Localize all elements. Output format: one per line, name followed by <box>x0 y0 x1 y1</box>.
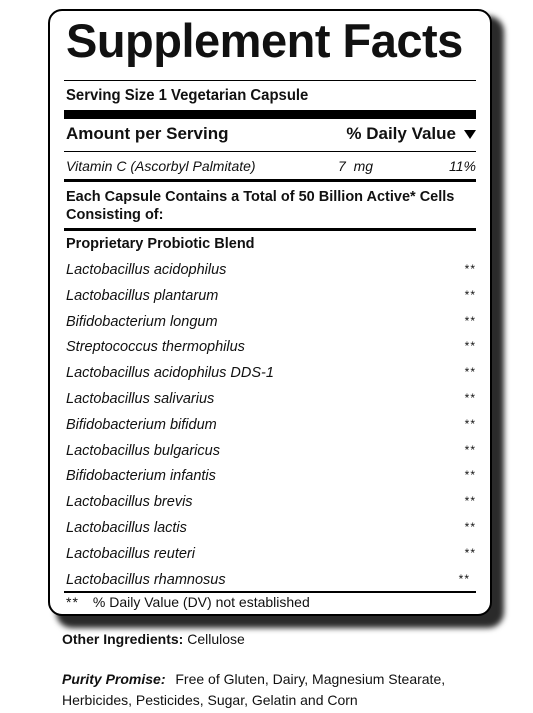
strain-name: Lactobacillus lactis <box>66 519 187 536</box>
panel-title: Supplement Facts <box>66 14 463 67</box>
list-item <box>66 311 476 337</box>
strain-name: Lactobacillus rhamnosus <box>66 571 226 588</box>
list-item <box>66 388 476 414</box>
blend-title: Proprietary Probiotic Blend <box>66 236 255 252</box>
strain-name: Lactobacillus plantarum <box>66 287 219 304</box>
footnote-text: % Daily Value (DV) not established <box>92 594 310 610</box>
list-item <box>66 440 476 466</box>
strain-dv: ** <box>464 313 476 328</box>
list-item <box>66 414 476 440</box>
supplement-facts-panel <box>48 9 492 616</box>
strain-dv: ** <box>464 287 476 302</box>
purity-promise-label: Purity Promise: <box>62 671 166 687</box>
other-ingredients <box>62 631 245 647</box>
vitamin-amount: 7 mg <box>338 158 374 174</box>
strain-name: Bifidobacterium bifidum <box>66 416 217 433</box>
amount-per-serving-header: Amount per Serving <box>66 124 229 143</box>
divider <box>64 151 476 152</box>
footnote-mark: ** <box>66 594 79 610</box>
strain-dv: ** <box>464 545 476 560</box>
vitamin-daily-value: 11% <box>449 158 476 174</box>
strain-list <box>66 259 476 594</box>
strain-name: Streptococcus thermophilus <box>66 339 245 356</box>
strain-name: Lactobacillus bulgaricus <box>66 442 220 459</box>
purity-promise <box>62 669 482 711</box>
strain-dv: ** <box>464 416 476 431</box>
thick-divider <box>64 110 476 119</box>
daily-value-header: % Daily Value <box>346 124 456 143</box>
strain-dv: ** <box>464 468 476 483</box>
strain-dv: ** <box>464 519 476 534</box>
list-item <box>66 259 476 285</box>
divider <box>64 228 476 231</box>
triangle-down-icon <box>464 130 476 139</box>
list-item <box>66 285 476 311</box>
contains-statement: Each Capsule Contains a Total of 50 Billion Active* Cells Consisting of: <box>66 189 455 223</box>
strain-dv: ** <box>464 339 476 354</box>
strain-name: Lactobacillus acidophilus <box>66 262 227 278</box>
strain-name: Lactobacillus acidophilus DDS-1 <box>66 365 274 382</box>
other-ingredients-label: Other Ingredients: <box>62 631 184 647</box>
list-item <box>66 491 476 517</box>
strain-name: Bifidobacterium longum <box>66 313 218 330</box>
divider <box>64 80 476 81</box>
vitamin-name: Vitamin C (Ascorbyl Palmitate) <box>66 158 256 174</box>
strain-dv: ** <box>464 365 476 380</box>
serving-size: Serving Size 1 Vegetarian Capsule <box>66 87 309 104</box>
list-item <box>66 465 476 491</box>
divider <box>64 591 476 593</box>
strain-name: Lactobacillus salivarius <box>66 390 215 407</box>
list-item <box>66 362 476 388</box>
strain-dv: ** <box>464 442 476 457</box>
other-ingredients-value: Cellulose <box>187 631 245 647</box>
strain-name: Lactobacillus brevis <box>66 494 193 511</box>
list-item <box>66 543 476 569</box>
strain-name: Bifidobacterium infantis <box>66 468 216 485</box>
footnote <box>66 594 310 610</box>
strain-name: Lactobacillus reuteri <box>66 545 195 562</box>
list-item <box>66 517 476 543</box>
strain-dv: ** <box>464 494 476 509</box>
purity-promise-value: Free of Gluten, Dairy, Magnesium Stearate, Herbicides, Pesticides, Sugar, Gelatin and Corn <box>62 671 446 708</box>
strain-dv: ** <box>464 262 476 276</box>
strain-dv: ** <box>458 571 470 586</box>
strain-dv: ** <box>464 390 476 405</box>
divider <box>64 179 476 182</box>
list-item <box>66 336 476 362</box>
